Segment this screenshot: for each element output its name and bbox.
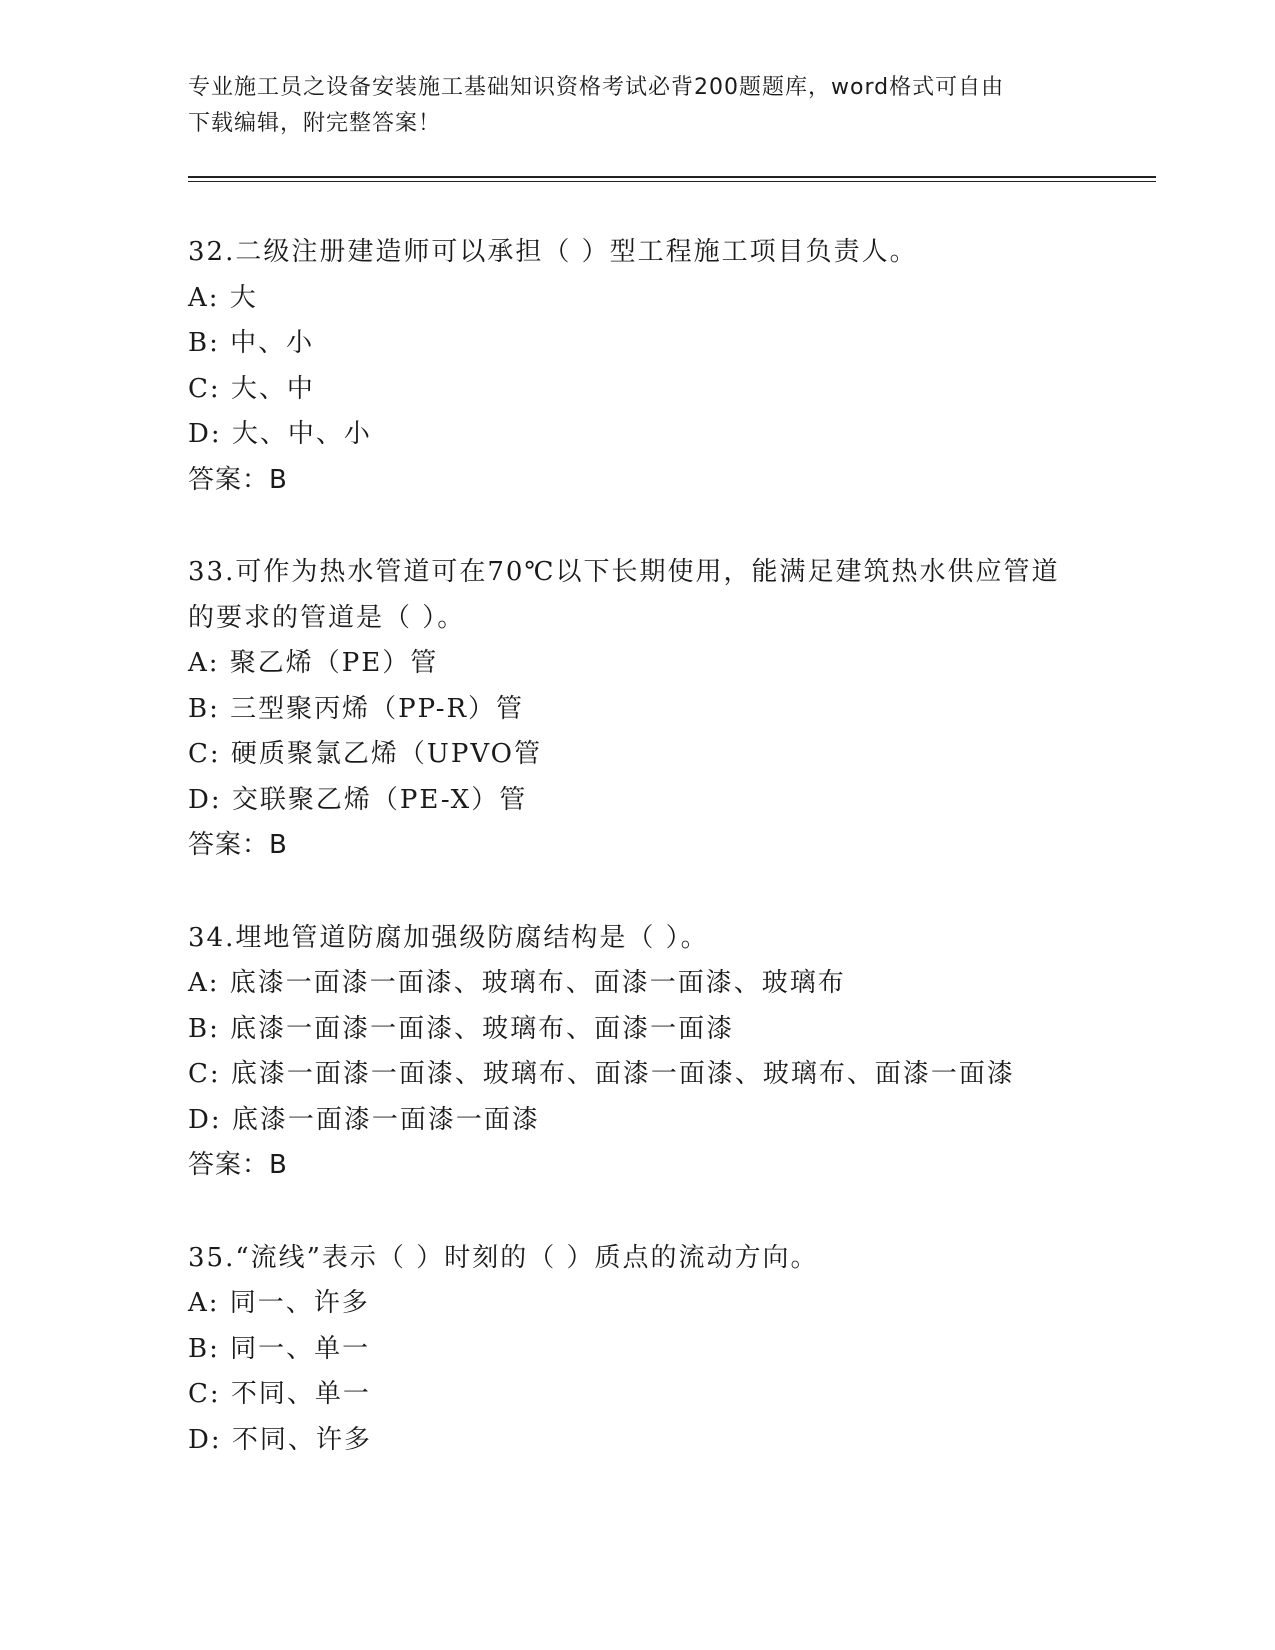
answer-option: B: 中、小 [188,328,315,358]
answer-option: A: 聚乙烯（PE）管 [188,648,439,678]
answer-key: 答案：B [188,1150,288,1180]
question-stem: 35.“流线”表示（ ）时刻的（ ）质点的流动方向。 [188,1242,819,1273]
answer-option: A: 同一、许多 [188,1288,370,1318]
answer-option: D: 大、中、小 [188,419,372,449]
header-divider-thin [188,181,1156,182]
question-stem: 的要求的管道是（ ）。 [188,602,466,633]
answer-key: 答案：B [188,830,288,860]
question-list [188,230,1148,1510]
answer-option: C: 底漆一面漆一面漆、玻璃布、面漆一面漆、玻璃布、面漆一面漆 [188,1059,1015,1089]
answer-option: D: 交联聚乙烯（PE-X）管 [188,784,528,815]
question-stem: 34.埋地管道防腐加强级防腐结构是（ ）。 [188,922,709,953]
question-stem: 33.可作为热水管道可在70℃以下长期使用，能满足建筑热水供应管道 [188,557,1060,587]
header-divider [188,176,1156,178]
header-title-line-1: 专业施工员之设备安装施工基础知识资格考试必背200题题库，word格式可自由 [188,75,1005,100]
header-title-line-2: 下载编辑，附完整答案！ [188,111,442,136]
answer-option: B: 同一、单一 [188,1333,371,1364]
answer-option: C: 大、中 [188,373,315,404]
answer-option: B: 底漆一面漆一面漆、玻璃布、面漆一面漆 [188,1013,735,1044]
answer-option: D: 底漆一面漆一面漆一面漆 [188,1104,540,1135]
answer-key: 答案：B [188,464,288,495]
question-stem: 32.二级注册建造师可以承担（ ）型工程施工项目负责人。 [188,237,918,267]
question-block [188,1236,1148,1464]
question-block [188,550,1148,869]
question-block [188,916,1148,1189]
document-header [188,70,1088,142]
answer-option: A: 大 [188,282,258,313]
question-block [188,230,1148,503]
answer-option: C: 硬质聚氯乙烯（UPVO管 [188,739,542,769]
answer-option: C: 不同、单一 [188,1379,371,1409]
answer-option: A: 底漆一面漆一面漆、玻璃布、面漆一面漆、玻璃布 [188,968,846,998]
answer-option: D: 不同、许多 [188,1424,372,1455]
answer-option: B: 三型聚丙烯（PP-R）管 [188,693,525,724]
